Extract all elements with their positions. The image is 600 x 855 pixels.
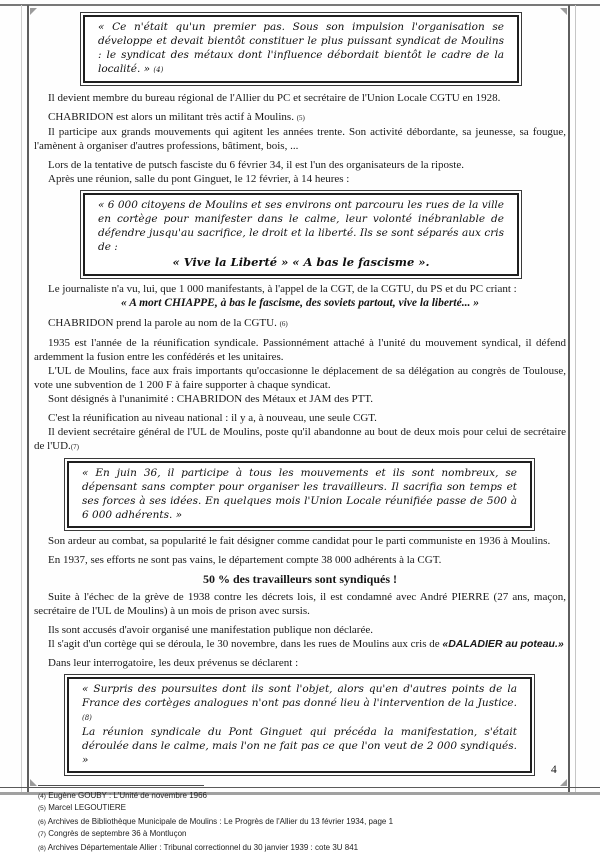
footnote-number: (4) (38, 793, 46, 800)
footnote-text: Eugène GOUBY : L'Unité de novembre 1966 (48, 791, 207, 800)
footnote-reference: (6) (279, 320, 288, 328)
footnote-item (38, 817, 566, 828)
paragraph-interrogatoire: Dans leur interrogatoire, les deux prévenus se déclarent : (48, 657, 299, 669)
footnote-reference: (5) (296, 114, 305, 122)
footnote-number: (5) (38, 805, 46, 812)
footnote-reference: (7) (70, 443, 79, 451)
page-number: 4 (551, 764, 557, 776)
paragraph-accuses: Ils sont accusés d'avoir organisé une manifestation publique non déclarée. (48, 624, 373, 636)
quote-text: « En juin 36, il participe à tous les mouvements et ils sont nombreux, se dépensant sans compter pour organiser les travailleurs. Il sacrifia son temps et ses forces à ses idées. En quelques mois l'Union Locale réunifiée passe de 500 à 6 000 adhérents. » (82, 467, 517, 521)
paragraph-cortege-novembre (34, 637, 566, 651)
paragraph-reunification-nationale: C'est la réunification au niveau national : il y a, à nouveau, une seule CGT. (48, 412, 377, 424)
footnote-item (38, 791, 566, 802)
paragraph-reunion-ginguet: Après une réunion, salle du pont Ginguet, le 12 février, à 14 heures : (48, 173, 350, 185)
page-border-left-outer (21, 5, 22, 794)
paragraph-journaliste: Le journaliste n'a vu, lui, que 1 000 manifestants, à l'appel de la CGT, de la CGTU, du PS et du PC criant : (48, 283, 517, 295)
paragraph-text: Il s'agit d'un cortège qui se déroula, le 30 novembre, dans les rues de Moulins aux cris de (48, 638, 443, 650)
paragraph-grands-mouvements: Il participe aux grands mouvements qui agitent les années trente. Son activité débordante, sa jeunesse, sa fougue, l'amènent à organiser d'autres professions, bâtiment, bois, ... (34, 126, 566, 152)
footnote-reference: (4) (153, 66, 164, 74)
page-border-left (27, 5, 29, 794)
paragraph-secretaire-general (34, 425, 566, 454)
footnote-item (38, 829, 566, 840)
footnote-number: (8) (38, 845, 46, 852)
footnote-text: Archives Départementale Allier : Tribunal correctionnel du 30 janvier 1939 : cote 3U 841 (47, 843, 359, 852)
quote-text: « 6 000 citoyens de Moulins et ses environs ont parcouru les rues de la ville en cortège pour manifester dans le calme, leur volonté inébranlable de défendre jusqu'au sacrifice, le droit et la liberté. Ils se sont séparés aux cris de : (98, 199, 504, 253)
footnote-number: (7) (38, 831, 46, 838)
page-border-top (0, 4, 600, 6)
footnote-text: Marcel LEGOUTIERE (48, 803, 126, 812)
footnote-separator (38, 785, 204, 786)
quote-box-inner-border (83, 15, 519, 83)
footnote-item (38, 843, 566, 854)
quote-body: La réunion syndicale du Pont Ginguet qui précéda la manifestation, s'était déroulée dans le calme, mais l'on ne fait pas ce que l'on veut de 2 000 syndiqués. » (82, 726, 517, 766)
heading-syndiques: 50 % des travailleurs sont syndiqués ! (202, 572, 398, 586)
quote-box-juin-36 (64, 458, 535, 531)
quote-text (98, 20, 504, 77)
quote-box-inner-border (67, 677, 532, 773)
footnote-text: Congrès de septembre 36 à Montluçon (48, 829, 187, 838)
page-border-right-outer (575, 5, 576, 794)
paragraph-bureau-regional: Il devient membre du bureau régional de l'Allier du PC et secrétaire de l'Union Locale CGTU en 1928. (48, 92, 501, 104)
quote-text (82, 682, 517, 767)
quote-box-inner-border (83, 193, 519, 276)
document-content (34, 8, 566, 855)
paragraph-ul-moulins: L'UL de Moulins, face aux frais importants qu'occasionne le déplacement de sa délégation au congrès de Toulouse, vote une subvention de 1 200 F à faire supporter à chaque syndicat. (34, 365, 566, 391)
footnote-text: Archives de Bibliothèque Municipale de Moulins : Le Progrès de l'Allier du 13 février 1934, page 1 (47, 817, 394, 826)
paragraph-efforts-1937: En 1937, ses efforts ne sont pas vains, le département compte 38 000 adhérents à la CGT. (48, 554, 442, 566)
paragraph-text: Il devient secrétaire général de l'UL de Moulins, poste qu'il abandonne au bout de deux mois pour celui de secrétaire de l'UD. (34, 426, 566, 452)
paragraph-ardeur-combat: Son ardeur au combat, sa popularité le fait désigner comme candidat pour le parti communiste en 1936 à Moulins. (48, 535, 551, 547)
quote-box-cortege (80, 190, 522, 279)
paragraph-militant-actif (34, 110, 566, 125)
quote-box-inner-border (67, 461, 532, 528)
paragraph-text: CHABRIDON prend la parole au nom de la CGTU. (48, 317, 277, 329)
paragraph-text: CHABRIDON est alors un militant très actif à Moulins. (48, 111, 294, 123)
quote-body: « Ce n'était qu'un premier pas. Sous son impulsion l'organisation se développe et devait bientôt constituer le plus puissant syndicat de Moulins : le syndicat des métaux dont l'influence débordait bientôt le cadre de la localité. » (98, 21, 504, 75)
footnote-number: (6) (38, 819, 46, 826)
paragraph-designes-unanimite: Sont désignés à l'unanimité : CHABRIDON des Métaux et JAM des PTT. (48, 393, 374, 405)
quote-slogan: « Vive la Liberté » « A bas le fascisme ». (172, 255, 430, 269)
page-border-right (568, 5, 570, 794)
quote-box-first-step (80, 12, 522, 86)
slogan-chiappe: « A mort CHIAPPE, à bas le fascisme, des soviets partout, vive la liberté... » (121, 297, 479, 309)
footnote-item (38, 803, 566, 814)
slogan-daladier: «DALADIER au poteau.» (442, 638, 564, 650)
footnote-reference: (8) (82, 714, 92, 722)
paragraph-putsch-fasciste: Lors de la tentative de putsch fasciste du 6 février 34, il est l'un des organisateurs de la riposte. (48, 159, 464, 171)
paragraph-reunification-1935: 1935 est l'année de la réunification syndicale. Passionnément attaché à l'unité du mouvement syndical, il défend ardemment la fusion entre les confédérés et les unitaires. (34, 337, 566, 363)
paragraph-greve-1938: Suite à l'échec de la grève de 1938 contre les décrets lois, il est condamné avec André PIERRE (27 ans, maçon, secrétaire de l'UL de Moulins) à un mois de prison avec sursis. (34, 591, 566, 617)
quote-box-surpris (64, 674, 535, 776)
paragraph-prend-parole (34, 316, 566, 331)
quote-body: « Surpris des poursuites dont ils sont l'objet, alors qu'en d'autres points de la France des cortèges analogues n'ont pas donné lieu à l'intervention de la Justice. (82, 683, 517, 709)
